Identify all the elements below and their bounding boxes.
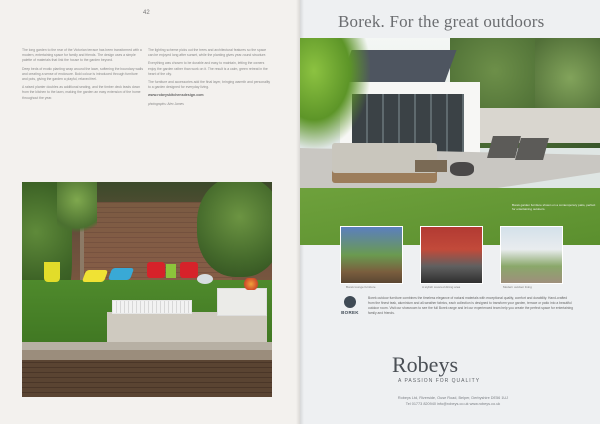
white-bench <box>112 300 192 314</box>
article-paragraph: Everything was chosen to be durable and easy to maintain, letting the owners enjoy the garden rather than work on it. The result is a calm, green retreat in the heart of the city. <box>148 61 268 76</box>
article-paragraph: The lighting scheme picks out the trees and architectural features so the space can be enjoyed long after sunset, while the planting gives year-round structure. <box>148 48 267 58</box>
article-column-2 <box>148 48 272 110</box>
retailer-tagline: A PASSION FOR QUALITY <box>398 378 481 384</box>
thumbnail-caption: Modern outdoor living <box>503 285 532 289</box>
raised-planter <box>107 312 267 342</box>
article-paragraph: The furniture and accessories add the final layer, bringing warmth and personality to a garden designed for everyday living. <box>148 80 271 90</box>
advert-headline: Borek. For the great outdoors <box>338 12 545 31</box>
thumbnail-caption: Borek lounge furniture <box>346 285 376 289</box>
foreground-leaves <box>300 38 370 148</box>
flower-pot <box>242 278 260 290</box>
page-number: 42 <box>143 10 150 16</box>
timber-deck <box>22 360 272 397</box>
green-planter <box>166 264 176 278</box>
article-paragraph: The long garden to the rear of the Victorian terrace has been transformed with a modern, entertaining space for family and friends. The design uses a simple palette of materials that link the house to the garden beyond. <box>22 48 142 63</box>
photo-credit: photographs: Alex James <box>148 101 184 106</box>
thumbnail-photo <box>340 226 403 284</box>
yellow-lounger <box>82 270 108 282</box>
thumbnail-photo <box>420 226 483 284</box>
credit-url[interactable]: www.robeyskitchensdesign.com <box>148 93 204 98</box>
fire-pit <box>450 162 474 176</box>
borek-logo-text: BOREK <box>341 310 359 315</box>
thumbnail-photo <box>500 226 563 284</box>
yellow-planter <box>44 262 60 282</box>
tree-right <box>197 182 272 277</box>
contact-address: Robeys Ltd, Riverside, Ouse Road, Belper, Derbyshire DE56 1UJ <box>397 396 509 400</box>
article-column-1 <box>22 48 144 104</box>
garden-lamp <box>197 274 213 284</box>
white-table <box>217 288 267 316</box>
contact-details[interactable]: Tel 01773 820940 info@robeys.co.uk www.robeys.co.uk <box>405 402 501 406</box>
palm-tree <box>57 182 97 242</box>
garden-photo <box>22 182 272 397</box>
borek-logo-icon <box>344 296 356 308</box>
red-chair <box>180 262 198 278</box>
red-chair <box>147 262 165 278</box>
coffee-table <box>415 160 447 172</box>
retailer-contact <box>358 395 548 407</box>
thumbnail-caption: A stylish covered dining area <box>422 285 461 289</box>
article-paragraph: A raised planter doubles as additional seating, and the timber deck leads down from the kitchen to the lawn, making the garden an easy extension of the home throughout the year. <box>22 85 141 100</box>
advert-body: Borek outdoor furniture combines the timeless elegance of natural materials with exceptional quality, comfort and durability. Hand-crafted from the finest teak, aluminium and all-weather fabrics, each collection is designed to transform your garden, terrace or patio into a beautiful outdoor room. Visit our showroom to see the full Borek range and let our experienced team help you create the perfect space for entertaining family and friends. <box>368 296 574 315</box>
retailer-logo: Robeys <box>392 352 458 377</box>
thumbnail-row <box>340 226 565 294</box>
borek-logo <box>336 296 364 320</box>
hero-patio-photo <box>300 38 600 245</box>
article-paragraph: Deep beds of exotic planting wrap around the lawn, softening the boundary walls and creating a sense of enclosure. Bold colour is introduced through furniture and pots, giving the garden a playful, relaxed feel. <box>22 66 144 82</box>
hero-caption: Borek garden furniture shown on a contemporary patio, perfect for entertaining outdoors. <box>512 203 596 211</box>
sun-lounger <box>515 138 549 160</box>
blue-lounger <box>108 268 134 280</box>
